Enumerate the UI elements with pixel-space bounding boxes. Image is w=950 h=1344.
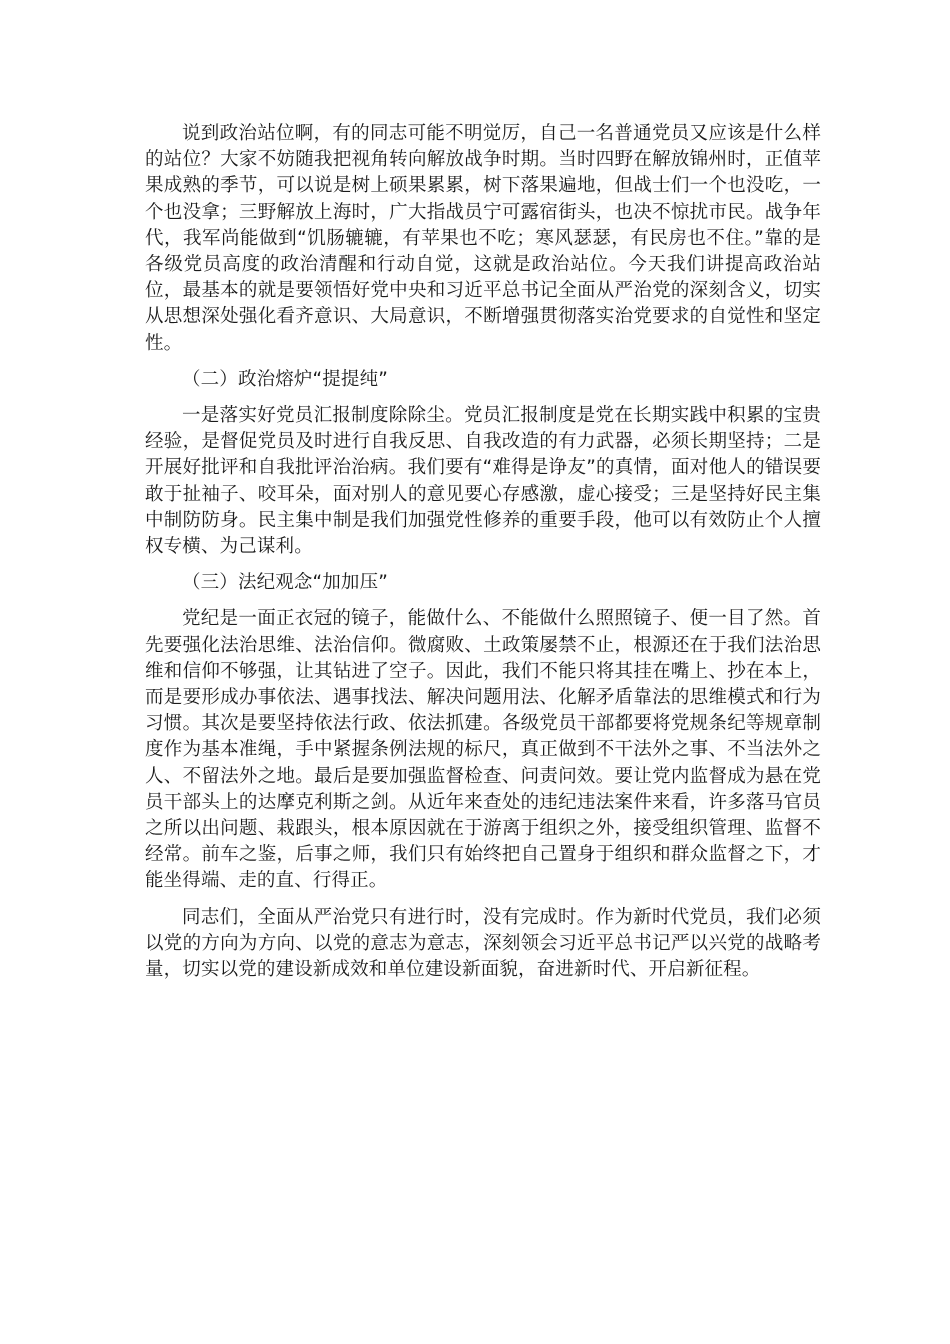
document-page bbox=[145, 121, 821, 993]
paragraph-discipline: 党纪是一面正衣冠的镜子，能做什么、不能做什么照照镜子、便一目了然。首先要强化法治思维、法治信仰。微腐败、土政策屡禁不止，根源还在于我们法治思维和信仰不够强，让其钻进了空子。因此，我们不能只将其挂在嘴上、抄在本上，而是要形成办事依法、遇事找法、解决问题用法、化解矛盾靠法的思维模式和行为习惯。其次是要坚持依法行政、依法抓建。各级党员干部都要将党规条纪等规章制度作为基本准绳，手中紧握条例法规的标尺，真正做到不干法外之事、不当法外之人、不留法外之地。最后是要加强监督检查、问责问效。要让党内监督成为悬在党员干部头上的达摩克利斯之剑。从近年来查处的违纪违法案件来看，许多落马官员之所以出问题、栽跟头，根本原因就在于游离于组织之外，接受组织管理、监督不经常。前车之鉴，后事之师，我们只有始终把自己置身于组织和群众监督之下，才能坐得端、走的直、行得正。 bbox=[145, 608, 821, 892]
paragraph-political-furnace: 一是落实好党员汇报制度除除尘。党员汇报制度是党在长期实践中积累的宝贵经验，是督促党员及时进行自我反思、自我改造的有力武器，必须长期坚持；二是开展好批评和自我批评治治病。我们要有“难得是诤友”的真情，面对他人的错误要敢于扯袖子、咬耳朵，面对别人的意见要心存感激，虚心接受；三是坚持好民主集中制防防身。民主集中制是我们加强党性修养的重要手段，他可以有效防止个人擅权专横、为己谋利。 bbox=[145, 405, 821, 558]
paragraph-conclusion: 同志们，全面从严治党只有进行时，没有完成时。作为新时代党员，我们必须以党的方向为方向、以党的意志为意志，深刻领会习近平总书记严以兴党的战略考量，切实以党的建设新成效和单位建设新面貌，奋进新时代、开启新征程。 bbox=[145, 906, 821, 981]
section-heading-discipline: （三）法纪观念“加加压” bbox=[182, 572, 388, 594]
section-heading-political-furnace: （二）政治熔炉“提提纯” bbox=[182, 368, 388, 390]
paragraph-political-stance: 说到政治站位啊，有的同志可能不明觉厉，自己一名普通党员又应该是什么样的站位？大家不妨随我把视角转向解放战争时期。当时四野在解放锦州时，正值苹果成熟的季节，可以说是树上硕果累累，树下落果遍地，但战士们一个也没吃，一个也没拿；三野解放上海时，广大指战员宁可露宿街头，也决不惊扰市民。战争年代，我军尚能做到“饥肠辘辘，有苹果也不吃；寒风瑟瑟，有民房也不住。”靠的是各级党员高度的政治清醒和行动自觉，这就是政治站位。今天我们讲提高政治站位，最基本的就是要领悟好党中央和习近平总书记全面从严治党的深刻含义，切实从思想深处强化看齐意识、大局意识，不断增强贯彻落实治党要求的自觉性和坚定性。 bbox=[145, 123, 821, 354]
